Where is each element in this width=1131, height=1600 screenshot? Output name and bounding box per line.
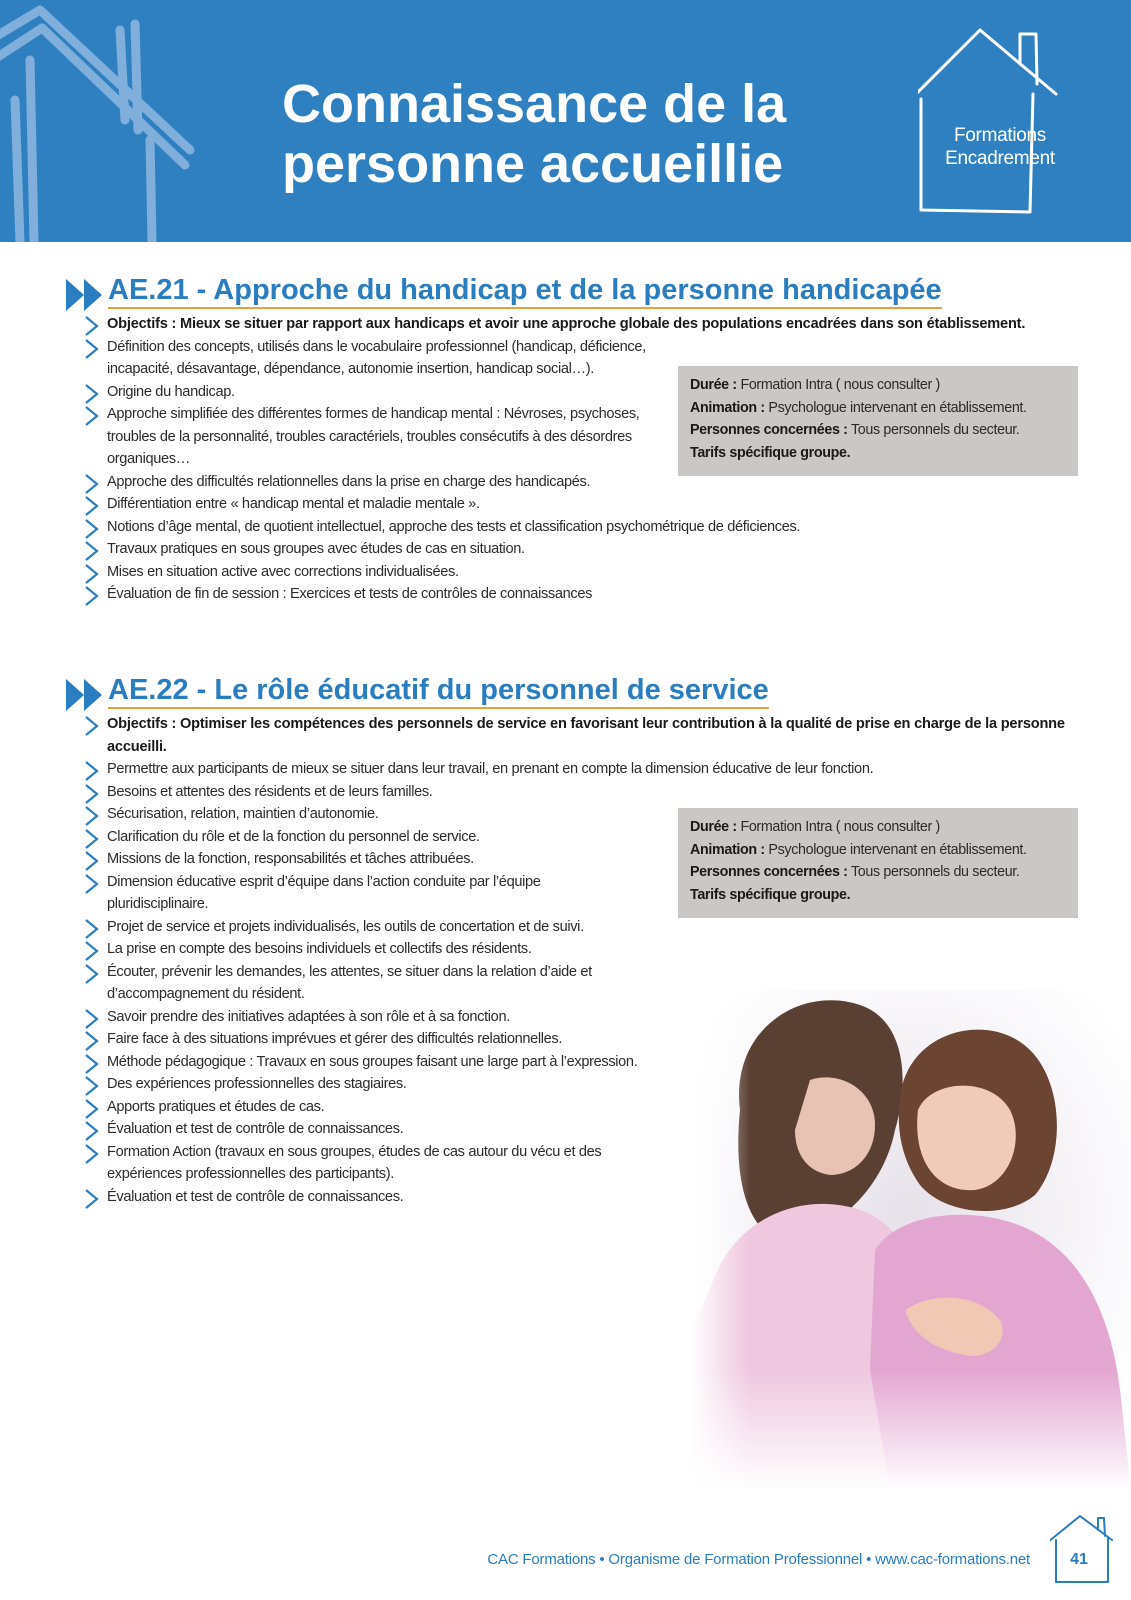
bullet-chevron-icon — [84, 585, 99, 607]
page-number: 41 — [1070, 1551, 1088, 1568]
bullet-chevron-icon — [84, 540, 99, 562]
list-item: Dimension éducative esprit d’équipe dans l’action conduite par l’équipe pluridisciplinaire. — [84, 871, 612, 916]
bullet-chevron-icon — [84, 383, 99, 405]
list-item: Approche des difficultés relationnelles dans la prise en charge des handicapés. — [84, 471, 1034, 494]
house-outline-decoration — [0, 0, 260, 242]
list-item: Permettre aux participants de mieux se situer dans leur travail, en prenant en compte la dimension éducative de leur fonction. — [84, 758, 1069, 781]
photo-two-girls-illustration — [690, 990, 1131, 1490]
bullet-chevron-icon — [84, 1143, 99, 1165]
section-ae22-title — [64, 673, 769, 715]
page-title-line2: personne accueillie — [282, 134, 784, 194]
list-item: Approche simplifiée des différentes formes de handicap mental : Névroses, psychoses, troubles de la personnalité, troubles caractériels, troubles consécutifs à des désordres organiques… — [84, 403, 667, 471]
list-item: Écouter, prévenir les demandes, les attentes, se situer dans la relation d’aide et d’accompagnement du résident. — [84, 961, 632, 1006]
bullet-chevron-icon — [84, 338, 99, 360]
bullet-chevron-icon — [84, 405, 99, 427]
list-item: Sécurisation, relation, maintien d’autonomie. — [84, 803, 1069, 826]
list-item: Évaluation de fin de session : Exercices et tests de contrôles de connaissances — [84, 583, 1034, 606]
list-item: Évaluation et test de contrôle de connaissances. — [84, 1118, 1069, 1141]
bullet-chevron-icon — [84, 940, 99, 962]
section-ae21-title — [64, 273, 942, 315]
list-item: Des expériences professionnelles des stagiaires. — [84, 1073, 1069, 1096]
house-logo-text — [940, 124, 1060, 170]
bullet-chevron-icon — [84, 1030, 99, 1052]
bullet-chevron-icon — [84, 1075, 99, 1097]
bullet-chevron-icon — [84, 1008, 99, 1030]
page-title — [282, 74, 882, 194]
list-item: Travaux pratiques en sous groupes avec études de cas en situation. — [84, 538, 1034, 561]
bullet-chevron-icon — [84, 315, 99, 337]
list-item: Clarification du rôle et de la fonction du personnel de service. — [84, 826, 1069, 849]
objectives: Objectifs : Optimiser les compétences des personnels de service en favorisant leur contribution à la qualité de prise en charge de la personne accueilli. — [84, 713, 1069, 758]
list-item: Formation Action (travaux en sous groupes, études de cas autour du vécu et des expériences professionnelles des participants). — [84, 1141, 612, 1186]
section-title-text: AE.22 - Le rôle éducatif du personnel de service — [108, 673, 769, 709]
double-arrow-icon — [64, 675, 108, 715]
list-item: Évaluation et test de contrôle de connaissances. — [84, 1186, 1069, 1209]
list-item: Savoir prendre des initiatives adaptées à son rôle et à sa fonction. — [84, 1006, 1069, 1029]
bullet-chevron-icon — [84, 1098, 99, 1120]
footer-house-icon — [1050, 1512, 1114, 1584]
bullet-chevron-icon — [84, 873, 99, 895]
list-item: Différentiation entre « handicap mental et maladie mentale ». — [84, 493, 1034, 516]
section-title-text: AE.21 - Approche du handicap et de la personne handicapée — [108, 273, 942, 309]
list-item: Projet de service et projets individualisés, les outils de concertation et de suivi. — [84, 916, 1069, 939]
footer-text: CAC Formations • Organisme de Formation Professionnel • www.cac-formations.net — [487, 1551, 1030, 1568]
info-box-ae22: Durée : Formation Intra ( nous consulter ) Animation : Psychologue intervenant en établissement. Personnes concernées : Tous personnels du secteur. Tarifs spécifique groupe. — [678, 808, 1078, 918]
bullet-chevron-icon — [84, 760, 99, 782]
bullet-chevron-icon — [84, 1053, 99, 1075]
page-title-line1: Connaissance de la — [282, 74, 787, 134]
objectives: Objectifs : Mieux se situer par rapport aux handicaps et avoir une approche globale des populations encadrées dans son établissement. — [84, 313, 1034, 336]
bullet-chevron-icon — [84, 828, 99, 850]
list-item: Notions d’âge mental, de quotient intellectuel, approche des tests et classification psychométrique de déficiences. — [84, 516, 1034, 539]
list-item: Besoins et attentes des résidents et de leurs familles. — [84, 781, 1069, 804]
house-logo-line2: Encadrement — [945, 148, 1055, 169]
bullet-chevron-icon — [84, 518, 99, 540]
bullet-chevron-icon — [84, 963, 99, 985]
house-logo-line1: Formations — [953, 125, 1047, 146]
list-item: Origine du handicap. — [84, 381, 1034, 404]
bullet-chevron-icon — [84, 805, 99, 827]
bullet-chevron-icon — [84, 1120, 99, 1142]
bullet-chevron-icon — [84, 495, 99, 517]
bullet-chevron-icon — [84, 783, 99, 805]
bullet-chevron-icon — [84, 850, 99, 872]
list-item: Faire face à des situations imprévues et gérer des difficultés relationnelles. — [84, 1028, 1069, 1051]
bullet-chevron-icon — [84, 563, 99, 585]
bullet-chevron-icon — [84, 1188, 99, 1210]
list-item: Mises en situation active avec corrections individualisées. — [84, 561, 1034, 584]
list-item: Apports pratiques et études de cas. — [84, 1096, 1069, 1119]
list-item: Méthode pédagogique : Travaux en sous groupes faisant une large part à l’expression. — [84, 1051, 1069, 1074]
bullet-chevron-icon — [84, 918, 99, 940]
list-item: Missions de la fonction, responsabilités et tâches attribuées. — [84, 848, 1069, 871]
bullet-chevron-icon — [84, 473, 99, 495]
bullet-chevron-icon — [84, 715, 99, 737]
info-box-ae21: Durée : Formation Intra ( nous consulter ) Animation : Psychologue intervenant en établissement. Personnes concernées : Tous personnels du secteur. Tarifs spécifique groupe. — [678, 366, 1078, 476]
list-item: La prise en compte des besoins individuels et collectifs des résidents. — [84, 938, 1069, 961]
double-arrow-icon — [64, 275, 108, 315]
page-header — [0, 0, 1131, 242]
list-item: Définition des concepts, utilisés dans le vocabulaire professionnel (handicap, déficience, incapacité, désavantage, dépendance, autonomie insertion, handicap social…). — [84, 336, 667, 381]
